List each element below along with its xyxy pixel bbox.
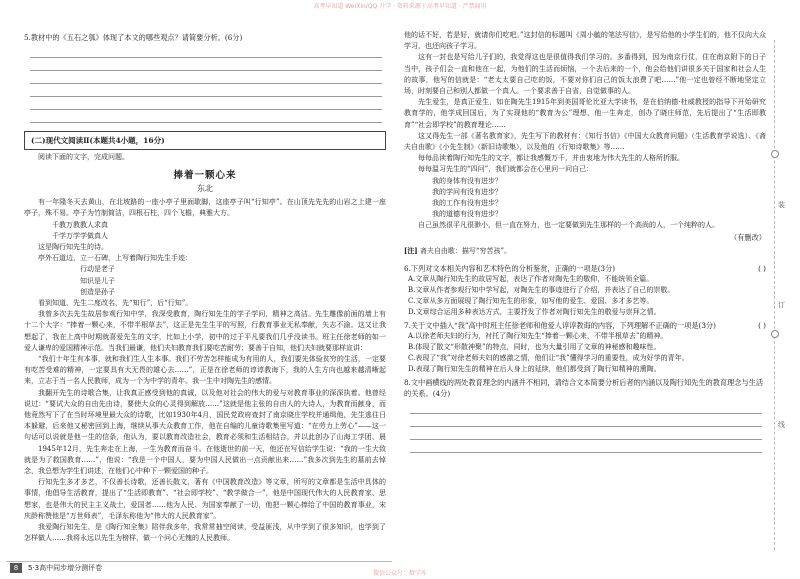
binding-hole (771, 330, 779, 338)
option-b: B.体现了散文“形散神聚”的特点，同时，也为大量引用了文章的神秘感和趣味性。 (408, 342, 661, 351)
four-question: 我的工作有没有进步？ (432, 199, 502, 208)
paragraph: “我们十年生有本事，就和我们生人生本事。我们不劳苦怎样能成为有用的人，我们要先体验贫穷的生活，一定要有吃苦受难的精神，一定要具有大无畏的雄心去……”，正是在徐老师的谆谆教诲下，我的人生方向也越来越清晰起来，立志于当一名人民教师，成为一个为中学的青年。我一生中对陶先生的感情。 (24, 355, 386, 386)
binding-hole (771, 150, 779, 158)
binding-label: 装 (778, 201, 785, 209)
poem-line: 创造是孙子 (80, 287, 115, 296)
paragraph: 自己虽然很平凡很渺小，但一直在努力，也一定要做到先生那样的一个高尚的人，一个纯粹的人。 (418, 221, 719, 230)
question-8: 8.文中画横线的两处教育理念的内涵并不相同，请结合文本简要分析后者的内涵以及陶行知先生的教育理念与生活的关系。(4分) (404, 377, 764, 398)
option-a: A.以徐老师夫妇的行为，衬托了陶行知先生“捧着一颗心来，不带半根草去”的精神。 (408, 331, 668, 340)
question-5: 5.教材中的《五石之瓠》体现了本文的哪些观点？请简要分析。(6分) (24, 33, 243, 42)
poem-line: 行动是老子 (80, 265, 115, 274)
paragraph: 这有一封也是写给儿子们的，我觉得这也是很值得我们学习的。多番得到，因为南京行仗，住在南京附下的日子当中，孩子们会一直和他在一起，为他们的生活而烦恼，一个去后来的一个，他会给他们讲很多关于国家和社会人生的故事，他写的信就是：“老太太要自己吃的饭，不要对你们自己的饭太浪费了吧……”他一定也曾经不断地坚定立场，时刻要自己和别人都做一个真人。一个要求善于自省，自觉做事的人。 (404, 53, 766, 96)
option-a: A.文章从陶行知先生的故居写起，表达了作者对陶先生的敬仰，不能统领全篇。 (408, 274, 654, 283)
right-page (404, 10, 766, 453)
option-c: C.文章从多方面展现了陶行知先生的形象，如写他的爱生、爱国、多才多艺等。 (408, 296, 654, 305)
paragraph: 这又得先生一部《著名教育家》，先生写下的教材有：《知行书信》《中国大众教育问题》（生活教育学说选）、《斋夫自由歌》《小先生制》（新旧诗歌集），以及他的《行知诗歌集》等…… (404, 131, 766, 152)
option-d: D.文章综合运用多种表达方式，主要抒发了作者对陶行知先生的敬爱与崇拜之情。 (408, 307, 661, 316)
instruction: 阅读下面的文字，完成问题。 (38, 153, 129, 161)
question-6 (404, 263, 766, 274)
binding-label: 订 (778, 301, 785, 309)
paragraph: 1945年12月，先生奔走在上海，一生为教育而奋斗。在他逝世的前一天，他还在写信给学生说：“我的一生大致就是为了救国教育……”，他说：“我是一个中国人，要为中国人民做出一点贡献出来……”我多次到先生的墓前去悼念，我总想为学生们讲述，在他们心中种下一颗爱国的种子。 (24, 444, 386, 476)
four-question: 我的道德有没有进步？ (432, 210, 502, 219)
question-7-text: 7.关于文中插入“我”高中时班主任徐老师和他爱人谆谆教诲的内容，下列理解不正确的一项是(3分) (404, 320, 716, 330)
paragraph: 我翻开先生的诗歌合集，让我真正感受到他的真诚，以及他对社会的伟大的爱与对教育事业的深深执着。他曾经说过：“要试大众的自由先由诗，要使大众的心灵得到解放……”这就是他主张的自由人的大诗人，为教育而献身，而他竟然写下了在当时环境里最大众的诗歌，比如1930年4月，国民党政府查封了南京晓庄学校并通缉他，先生逃往日本躲避，后来他又秘密回到上海，继续从事大众教育工作，他在自编的儿童诗歌集里写道：“在劳力上劳心”——这一句话可以说就是他一生的信条，他认为，要以教育改造社会，教育必须和生活相结合，并以此创办了山海工学团、晨 (24, 388, 386, 442)
paragraph: 这是陶行知先生的诗。 (38, 243, 108, 252)
paragraph: 有一年隆冬天去黄山，在北坡路的一座小亭子里面歇脚，这座亭子叫“行知亭”。在山顶先先先的山岩之上建一座亭子，殊不易。亭子为竹制简洁，四根石柱，四个飞檐，典雅大方。 (24, 198, 386, 218)
section-header (24, 131, 386, 150)
four-question: 我的学问有没有进步？ (432, 187, 502, 196)
paragraph: 他的话不好，若是好，就请你们吃吧。”这封信的标题叫《周小毓的笔法写信》，是写给他的小学生们的，他不仅向大众学习，也还向孩子学习。 (404, 31, 766, 51)
paragraph: 每每品读着陶行知先生的文字，都让我感慨万千，并由衷地为伟大先生的人格所折服。 (418, 154, 684, 163)
option-c: C.表现了“我”对徐老师夫妇的感激之情，他们让“我”懂得学习的重要性，成为好学的青年。 (408, 353, 689, 362)
source-note: （有删改） (730, 232, 766, 242)
paragraph: 我爱陶行知先生，是《陶行知全集》陪伴我多年，我常常抽空阅读，受益匪浅，从中学到了很多知识，也学到了怎样做人……我将永远以先生为榜样，做一个问心无愧的人民教师。 (24, 523, 386, 543)
answer-line[interactable] (30, 71, 382, 84)
answer-bracket[interactable]: ( ) (758, 320, 766, 330)
footnote-text: 斋夫自由歌：描写“穷苦孩”。 (419, 246, 512, 255)
poem-line: 千学万学学做真人 (52, 231, 108, 240)
four-question: 我的身体有没有进步？ (432, 176, 502, 185)
answer-line[interactable] (30, 58, 382, 71)
binding-line (774, 40, 795, 550)
left-page (24, 10, 386, 544)
bottom-watermark: 微信公众号：数学库 (372, 570, 427, 577)
page-number: 8 (10, 563, 22, 573)
article-author: 东北 (197, 184, 213, 194)
option-b: B.文章从作者参观行知中学写起，对陶先生的事迹进行了介绍，并表达了自己的崇敬。 (408, 285, 675, 294)
section-title: (二)现代文阅读Ⅱ(本题共4小题，16分) (31, 136, 165, 145)
poem-line: 知识是儿子 (80, 276, 115, 285)
paragraph: 我曾多次去先生故居参观行知中学，我深受教育，陶行知先生的学子学问，精神之高洁。先生雕像前面的墙上有十二个大字：“捧着一颗心来，不带半根草去”，这正是先生生平的写照，行教育事业无私奉献，矢志不渝。这又让我想起了，我在上高中时期就喜爱先生的文字，比如上小学，初中的过于平凡要我们几乎没读书。班主任徐老师的如一爱人谦卑的爱国精神示范。当我们最谦，他们夫妇教育我们要吃苦耐劳；要善于自知，他们夫妇就要那样宣讲： (24, 310, 386, 352)
book-title: 5·3高中同步增分测评卷 (28, 564, 103, 572)
paragraph: 每每温习先生的“四问”，我们就都会在心里问一问自己： (418, 165, 594, 174)
binding-label: 线 (778, 421, 785, 429)
answer-line[interactable] (30, 84, 382, 97)
answer-lines-q8 (404, 401, 766, 453)
footnote (404, 245, 766, 257)
answer-bracket[interactable]: ( ) (758, 263, 766, 273)
answer-line[interactable] (30, 97, 382, 110)
answer-line[interactable] (410, 401, 762, 414)
paragraph: 亭外石道边，立一石碑，上写着陶行知先生手迹： (38, 254, 192, 263)
answer-lines-q5 (24, 45, 386, 123)
paragraph: 行知先生多才多艺，不仅善长诗歌，还善长散文，著有《中国教育改造》等文章，所写的文章都是生活中具体的事情，他倡导生活教育，提出了“生活即教育”、“社会即学校”、“教学做合一”，他是中国现代伟大的人民教育家、思想家，也是伟大的民主主义战士，爱国者……他为人民、为国家奉献了一切，他把一颗心捧给了中国的教育事业，宋庆龄称赞他是“万世师表”，毛泽东称他为“伟大的人民教育家”。 (24, 478, 386, 520)
paragraph: 先生爱生，是真正爱生，如在陶先生1915年到美国哥伦比亚大学读书，是在伯纳德·杜威教授的指导下开始研究教育学的，他学成回国后，为了实现他的“教育为公”理想，他一生奔走，创办了晓庄师范，先后提出了“生活即教育”“社会即学校”的教育理论…… (404, 98, 766, 129)
answer-line[interactable] (410, 440, 762, 453)
answer-line[interactable] (30, 110, 382, 123)
footnote-label: [注] (404, 245, 418, 255)
answer-line[interactable] (30, 45, 382, 58)
question-7 (404, 320, 766, 331)
poem-line: 千教万教教人求真 (52, 220, 108, 229)
option-d: D.表现了陶行知先生的精神在后人身上的延续，他们都受到了陶行知精神的熏陶。 (408, 364, 661, 373)
paragraph: 看到知道，先生二度改名，先“知行”，后“行知”。 (38, 299, 193, 308)
question-6-text: 6.下列对文本相关内容和艺术特色的分析鉴赏，正确的一项是(3分) (404, 263, 616, 273)
article-title: 捧着一颗心来 (173, 170, 237, 182)
answer-line[interactable] (410, 427, 762, 440)
answer-line[interactable] (410, 414, 762, 427)
top-watermark: 高考早知道 WeiXin/QQ 升学 · 资料来源于高考早知道 · 严禁商用 (313, 3, 487, 10)
